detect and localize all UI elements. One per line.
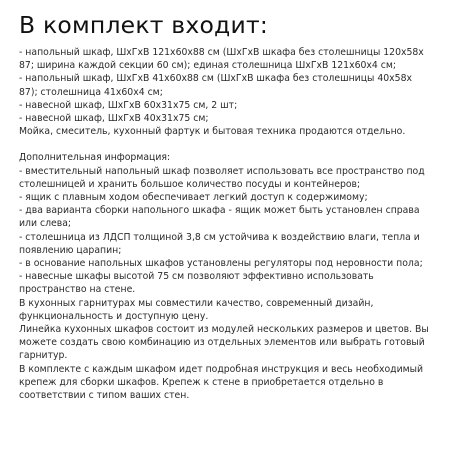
info-line: соответствии с типом ваших стен. bbox=[19, 390, 190, 402]
info-line: В комплекте с каждым шкафом идет подробная инструкция и весь необходимый bbox=[19, 363, 424, 375]
kit-contents bbox=[19, 46, 436, 138]
info-line: появлению царапин; bbox=[19, 244, 122, 256]
kit-line: 87); столешница 41х60х4 см; bbox=[19, 86, 163, 98]
info-line: столешницей и хранить большое количество посуды и контейнеров; bbox=[19, 178, 361, 190]
kit-line: - напольный шкаф, ШхГхВ 41х60х88 см (ШхГхВ шкафа без столешницы 40х58х bbox=[19, 73, 412, 85]
paragraph-gap bbox=[19, 138, 436, 151]
kit-line: - навесной шкаф, ШхГхВ 60х31х75 см, 2 шт; bbox=[19, 99, 238, 111]
info-line: - вместительный напольный шкаф позволяет использовать все пространство под bbox=[19, 165, 425, 177]
page-title: В комплект входит: bbox=[19, 11, 268, 39]
info-line: - навесные шкафы высотой 75 см позволяют эффективно использовать bbox=[19, 271, 374, 283]
info-line: или слева; bbox=[19, 218, 72, 230]
info-heading: Дополнительная информация: bbox=[19, 152, 171, 164]
info-line: - столешница из ЛДСП толщиной 3,8 см устойчива к воздействию влаги, тепла и bbox=[19, 231, 420, 243]
info-line: можете создать свою комбинацию из отдельных элементов или выбрать готовый bbox=[19, 337, 425, 349]
kit-line: Мойка, смеситель, кухонный фартук и бытовая техника продаются отдельно. bbox=[19, 126, 406, 138]
kit-line: 87; ширина каждой секции 60 см); единая столешница ШхГхВ 121х60х4 см; bbox=[19, 60, 397, 72]
additional-info bbox=[19, 151, 436, 402]
info-line: крепеж для сборки шкафов. Крепеж к стене в приобретается отдельно в bbox=[19, 376, 384, 388]
info-line: Линейка кухонных шкафов состоит из модулей нескольких размеров и цветов. Вы bbox=[19, 324, 429, 336]
info-line: гарнитур. bbox=[19, 350, 68, 362]
info-line: функциональность и доступную цену. bbox=[19, 310, 209, 322]
kit-line: - напольный шкаф, ШхГхВ 121х60х88 см (ШхГхВ шкафа без столешницы 120х58х bbox=[19, 47, 424, 58]
kit-line: - навесной шкаф, ШхГхВ 40х31х75 см; bbox=[19, 113, 209, 125]
info-line: - в основание напольных шкафов установлены регуляторы под неровности пола; bbox=[19, 258, 423, 270]
info-line: - ящик с плавным ходом обеспечивает легкий доступ к содержимому; bbox=[19, 192, 368, 204]
info-line: - два варианта сборки напольного шкафа - ящик может быть установлен справа bbox=[19, 205, 420, 217]
info-line: В кухонных гарнитурах мы совместили качество, современный дизайн, bbox=[19, 297, 374, 309]
info-line: пространство на стене. bbox=[19, 284, 136, 296]
